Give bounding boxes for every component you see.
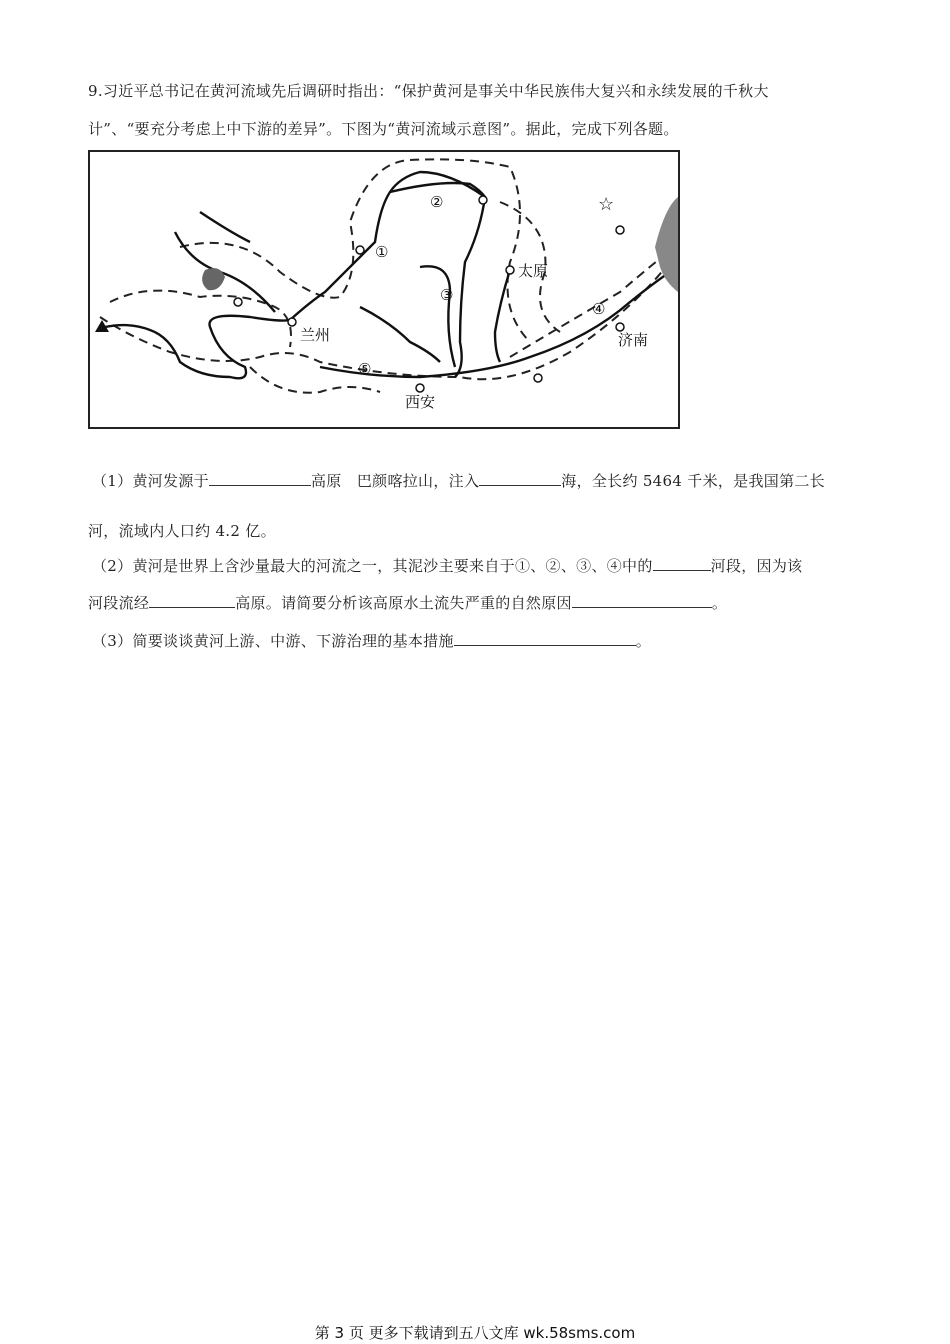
question-stem-text-1: 9.习近平总书记在黄河流域先后调研时指出：“保护黄河是事关中华民族伟大复兴和永续发展的千秋大: [88, 82, 769, 100]
sub-question-1-line-1: [92, 470, 825, 491]
yellow-river-basin-map: [88, 150, 680, 429]
zhengzhou-marker: [534, 374, 542, 382]
map-label-4: ④: [592, 300, 606, 318]
answer-blank-plateau[interactable]: [209, 471, 311, 486]
map-drawing: [90, 152, 678, 427]
sub1-text-1: （1）黄河发源于: [92, 472, 209, 490]
sub-question-2-line-1: [92, 555, 802, 576]
map-label-lanzhou: 兰州: [300, 326, 331, 344]
sub3-text-2: 。: [635, 632, 652, 650]
sub2-text-3: 河段流经: [88, 594, 150, 612]
sub2-text-4: 高原。请简要分析该高原水土流失严重的自然原因: [235, 594, 572, 612]
jinan-marker: [616, 323, 624, 331]
question-stem-line-1: [88, 80, 769, 101]
sub-question-1-line-2: [88, 520, 276, 541]
map-label-taiyuan: 太原: [518, 262, 549, 280]
sub2-text-2: 河段，因为该: [710, 557, 803, 575]
answer-blank-natural-reason[interactable]: [572, 593, 712, 608]
answer-blank-loess-plateau[interactable]: [149, 593, 235, 608]
map-label-1: ①: [375, 243, 389, 261]
map-label-5: ⑤: [358, 360, 372, 378]
map-label-jinan: 济南: [618, 331, 649, 349]
xian-marker: [416, 384, 424, 392]
xining-marker: [234, 298, 242, 306]
qinghai-lake: [202, 268, 225, 290]
capital-star-icon: ☆: [598, 194, 615, 215]
beijing-marker: [616, 226, 624, 234]
map-label-3: ③: [440, 286, 454, 304]
map-label-xian: 西安: [405, 393, 436, 411]
city-markers: [234, 196, 624, 392]
sub2-text-1: （2）黄河是世界上含沙量最大的河流之一，其泥沙主要来自于①、②、③、④中的: [92, 557, 653, 575]
question-stem-line-2: [88, 118, 679, 139]
sub-question-3-line-1: [92, 630, 651, 651]
question-stem-text-2: 计”、“要充分考虑上中下游的差异”。下图为“黄河流域示意图”。据此，完成下列各题。: [88, 120, 679, 138]
answer-blank-sea[interactable]: [479, 471, 561, 486]
sub1-text-3: 海，全长约 5464 千米，是我国第二长: [561, 472, 825, 490]
baotou-marker: [479, 196, 487, 204]
river-lines: [105, 172, 670, 378]
page-footer: 第 3 页 更多下载请到五八文库 wk.58sms.com: [314, 1324, 636, 1342]
answer-blank-measures[interactable]: [454, 631, 636, 646]
sub1-text-2: 高原 巴颜喀拉山，注入: [310, 472, 480, 490]
sub2-text-5: 。: [711, 594, 728, 612]
taiyuan-marker: [506, 266, 514, 274]
yinchuan-marker: [356, 246, 364, 254]
bohai-sea: [655, 197, 678, 292]
sub1-text-4: 河，流域内人口约 4.2 亿。: [88, 522, 276, 540]
sub3-text-1: （3）简要谈谈黄河上游、中游、下游治理的基本措施: [92, 632, 454, 650]
lanzhou-marker: [288, 318, 296, 326]
sub-question-2-line-2: [88, 592, 727, 613]
map-label-2: ②: [430, 193, 444, 211]
answer-blank-section[interactable]: [653, 556, 711, 571]
